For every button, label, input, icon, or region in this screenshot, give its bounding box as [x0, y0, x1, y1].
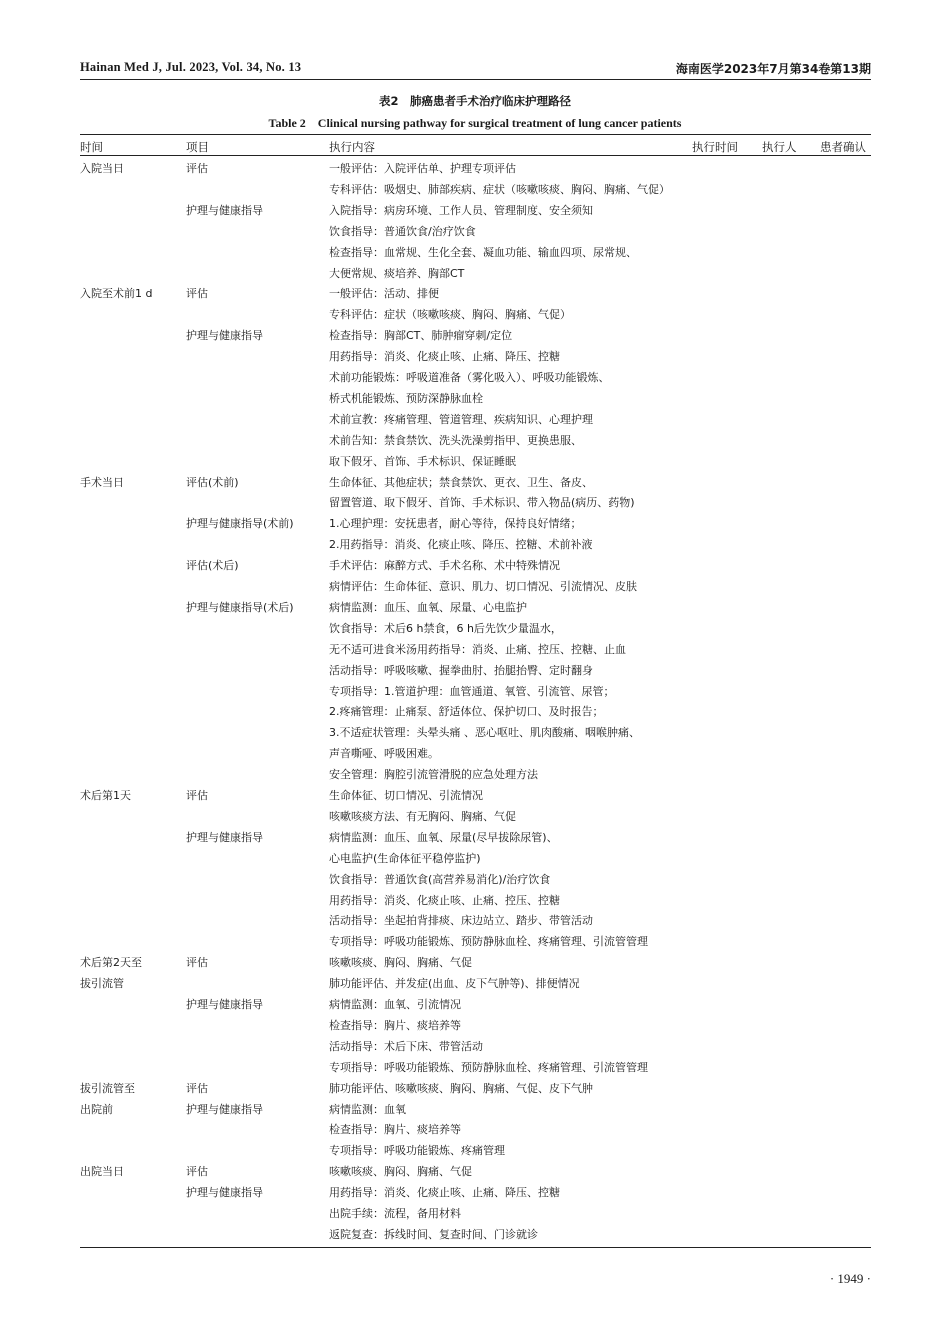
table-row: [80, 952, 871, 973]
row-content-cell: 心电监护(生命体征平稳停监护): [329, 851, 481, 865]
table-row: [80, 931, 871, 952]
row-time-cell: 出院当日: [80, 1165, 124, 1179]
table-row: [80, 492, 871, 513]
column-header-item: 项目: [186, 140, 209, 154]
row-content-cell: 专科评估：症状（咳嗽咳痰、胸闷、胸痛、气促）: [329, 308, 571, 322]
row-content-cell: 肺功能评估、并发症(出血、皮下气肿等)、排便情况: [329, 977, 580, 991]
row-item-cell: 护理与健康指导: [186, 830, 263, 844]
table-row: [80, 1015, 871, 1036]
table-row: [80, 1182, 871, 1203]
row-content-cell: 饮食指导：普通饮食(高营养易消化)/治疗饮食: [329, 872, 551, 886]
table-row: [80, 430, 871, 451]
table-row: [80, 639, 871, 660]
row-content-cell: 术前功能锻炼：呼吸道准备（雾化吸入）、呼吸功能锻炼、: [329, 371, 610, 384]
table-row: [80, 576, 871, 597]
header-rule: [80, 79, 871, 80]
table-caption-en: Table 2 Clinical nursing pathway for surgical treatment of lung cancer patients: [268, 116, 682, 130]
table-row: [80, 221, 871, 242]
table-row: [80, 1036, 871, 1057]
row-content-cell: 咳嗽咳痰方法、有无胸闷、胸痛、气促: [329, 809, 516, 823]
table-row: [80, 785, 871, 806]
row-content-cell: 专项指导：呼吸功能锻炼、疼痛管理: [329, 1144, 505, 1158]
row-item-cell: 护理与健康指导: [186, 203, 263, 217]
row-time-cell: 拔引流管: [80, 977, 124, 991]
table-row: [80, 367, 871, 388]
row-content-cell: 3.不适症状管理：头晕头痛 、恶心呕吐、肌肉酸痛、咽喉肿痛、: [329, 726, 640, 740]
row-time-cell: 出院前: [80, 1102, 113, 1116]
table-row: [80, 806, 871, 827]
table-row: [80, 158, 871, 179]
row-content-cell: 术前告知：禁食禁饮、洗头洗澡剪指甲、更换患服、: [329, 433, 582, 447]
row-item-cell: 评估: [186, 956, 208, 970]
table-row: [80, 973, 871, 994]
table-header-rule: [80, 155, 871, 156]
row-item-cell: 评估: [186, 287, 208, 301]
row-content-cell: 入院指导：病房环境、工作人员、管理制度、安全须知: [329, 203, 593, 217]
table-row: [80, 743, 871, 764]
table-caption-cn: 表2 肺癌患者手术治疗临床护理路径: [379, 94, 571, 108]
row-content-cell: 病情监测：血氧: [329, 1102, 406, 1116]
row-content-cell: 一般评估：入院评估单、护理专项评估: [329, 162, 516, 175]
column-header-content: 执行内容: [329, 140, 375, 154]
row-content-cell: 手术评估：麻醉方式、手术名称、术中特殊情况: [329, 559, 560, 573]
row-content-cell: 病情评估：生命体征、意识、肌力、切口情况、引流情况、皮肤: [329, 580, 637, 593]
table-row: [80, 283, 871, 304]
row-time-cell: 入院当日: [80, 162, 124, 175]
table-row: [80, 409, 871, 430]
row-content-cell: 咳嗽咳痰、胸闷、胸痛、气促: [329, 1165, 472, 1179]
row-time-cell: 入院至术前1 d: [80, 287, 153, 301]
row-content-cell: 用药指导：消炎、化痰止咳、止痛、降压、控糖: [329, 1186, 560, 1200]
row-content-cell: 专项指导：呼吸功能锻炼、预防静脉血栓、疼痛管理、引流管管理: [329, 935, 648, 949]
row-content-cell: 病情监测：血压、血氧、尿量、心电监护: [329, 600, 527, 614]
table-row: [80, 597, 871, 618]
row-item-cell: 评估: [186, 1081, 208, 1095]
row-content-cell: 检查指导：血常规、生化全套、凝血功能、输血四项、尿常规、: [329, 245, 637, 259]
table-row: [80, 179, 871, 200]
table-row: [80, 325, 871, 346]
row-item-cell: 评估: [186, 162, 208, 175]
row-item-cell: 护理与健康指导: [186, 1102, 263, 1116]
row-content-cell: 用药指导：消炎、化痰止咳、止痛、降压、控糖: [329, 350, 560, 364]
table-row: [80, 910, 871, 931]
table-row: [80, 1099, 871, 1120]
row-content-cell: 生命体征、其他症状；禁食禁饮、更衣、卫生、备皮、: [329, 475, 593, 489]
table-row: [80, 555, 871, 576]
column-header-exec-time: 执行时间: [692, 140, 738, 154]
table-row: [80, 513, 871, 534]
row-item-cell: 护理与健康指导(术前): [186, 517, 294, 531]
row-content-cell: 安全管理：胸腔引流管滑脱的应急处理方法: [329, 768, 538, 782]
column-header-patient-confirm: 患者确认: [820, 140, 866, 154]
table-row: [80, 263, 871, 284]
table-row: [80, 534, 871, 555]
table-row: [80, 764, 871, 785]
row-content-cell: 专项指导：呼吸功能锻炼、预防静脉血栓、疼痛管理、引流管管理: [329, 1060, 648, 1074]
table-row: [80, 869, 871, 890]
table-row: [80, 1057, 871, 1078]
row-content-cell: 生命体征、切口情况、引流情况: [329, 789, 483, 802]
row-item-cell: 护理与健康指导: [186, 1186, 263, 1200]
table-row: [80, 1078, 871, 1099]
table-row: [80, 618, 871, 639]
row-time-cell: 术后第1天: [80, 789, 131, 802]
row-item-cell: 护理与健康指导: [186, 998, 263, 1011]
table-row: [80, 472, 871, 493]
table-row: [80, 304, 871, 325]
row-content-cell: 留置管道、取下假牙、首饰、手术标识、带入物品(病历、药物): [329, 496, 635, 510]
row-content-cell: 咳嗽咳痰、胸闷、胸痛、气促: [329, 956, 472, 970]
row-content-cell: 一般评估：活动、排便: [329, 287, 439, 301]
row-content-cell: 肺功能评估、咳嗽咳痰、胸闷、胸痛、气促、皮下气肿: [329, 1081, 593, 1095]
row-content-cell: 桥式机能锻炼、预防深静脉血栓: [329, 391, 483, 405]
row-content-cell: 专项指导：1.管道护理：血管通道、氧管、引流管、尿管；: [329, 684, 615, 698]
row-content-cell: 专科评估：吸烟史、肺部疾病、症状（咳嗽咳痰、胸闷、胸痛、气促）: [329, 182, 670, 196]
row-content-cell: 大便常规、痰培养、胸部CT: [329, 266, 465, 280]
row-content-cell: 活动指导：坐起拍背排痰、床边站立、踏步、带管活动: [329, 914, 593, 928]
journal-header-en: Hainan Med J, Jul. 2023, Vol. 34, No. 13: [80, 60, 302, 74]
table-row: [80, 242, 871, 263]
table-row: [80, 451, 871, 472]
row-content-cell: 检查指导：胸部CT、肺肿瘤穿刺/定位: [329, 329, 513, 343]
table-row: [80, 1119, 871, 1140]
row-item-cell: 评估: [186, 789, 208, 802]
row-item-cell: 评估: [186, 1165, 208, 1179]
row-content-cell: 活动指导：呼吸咳嗽、握拳曲肘、抬腿抬臀、定时翻身: [329, 663, 593, 677]
row-content-cell: 术前宣教：疼痛管理、管道管理、疾病知识、心理护理: [329, 412, 593, 426]
table-row: [80, 890, 871, 911]
row-item-cell: 护理与健康指导: [186, 329, 263, 343]
table-top-rule: [80, 134, 871, 135]
journal-header-cn: 海南医学2023年7月第34卷第13期: [675, 62, 871, 76]
row-content-cell: 无不适可进食米汤用药指导：消炎、止痛、控压、控糖、止血: [329, 642, 626, 656]
row-time-cell: 手术当日: [80, 475, 124, 489]
table-row: [80, 200, 871, 221]
row-content-cell: 2.疼痛管理：止痛泵、舒适体位、保护切口、及时报告；: [329, 705, 604, 719]
table-row: [80, 848, 871, 869]
table-row: [80, 701, 871, 722]
table-row: [80, 660, 871, 681]
row-time-cell: 拔引流管至: [80, 1081, 135, 1095]
table-row: [80, 722, 871, 743]
row-content-cell: 出院手续：流程，备用材料: [329, 1207, 461, 1220]
row-content-cell: 饮食指导：普通饮食/治疗饮食: [329, 224, 476, 238]
row-content-cell: 2.用药指导：消炎、化痰止咳、降压、控糖、术前补液: [329, 538, 593, 552]
row-time-cell: 术后第2天至: [80, 956, 142, 970]
row-content-cell: 病情监测：血氧、引流情况: [329, 998, 461, 1011]
column-header-executor: 执行人: [762, 140, 797, 154]
row-item-cell: 评估(术后): [186, 559, 239, 573]
row-content-cell: 声音嘶哑、呼吸困难。: [329, 747, 439, 761]
table-row: [80, 1161, 871, 1182]
row-content-cell: 检查指导：胸片、痰培养等: [329, 1018, 461, 1032]
row-content-cell: 1.心理护理：安抚患者，耐心等待，保持良好情绪；: [329, 517, 582, 531]
row-item-cell: 评估(术前): [186, 475, 239, 489]
table-row: [80, 1203, 871, 1224]
table-row: [80, 827, 871, 848]
table-row: [80, 1140, 871, 1161]
row-content-cell: 活动指导：术后下床、带管活动: [329, 1039, 483, 1053]
table-bottom-rule: [80, 1247, 871, 1248]
table-row: [80, 681, 871, 702]
row-content-cell: 饮食指导：术后6 h禁食，6 h后先饮少量温水，: [329, 621, 562, 635]
row-item-cell: 护理与健康指导(术后): [186, 600, 294, 614]
table-row: [80, 388, 871, 409]
table-row: [80, 1224, 871, 1245]
row-content-cell: 用药指导：消炎、化痰止咳、止痛、控压、控糖: [329, 893, 560, 907]
row-content-cell: 取下假牙、首饰、手术标识、保证睡眠: [329, 454, 516, 468]
table-row: [80, 346, 871, 367]
row-content-cell: 返院复查：拆线时间、复查时间、门诊就诊: [329, 1227, 538, 1241]
row-content-cell: 检查指导：胸片、痰培养等: [329, 1123, 461, 1137]
table-row: [80, 994, 871, 1015]
row-content-cell: 病情监测：血压、血氧、尿量(尽早拔除尿管)、: [329, 830, 558, 844]
page-number: · 1949 ·: [829, 1271, 871, 1286]
column-header-time: 时间: [80, 140, 103, 154]
